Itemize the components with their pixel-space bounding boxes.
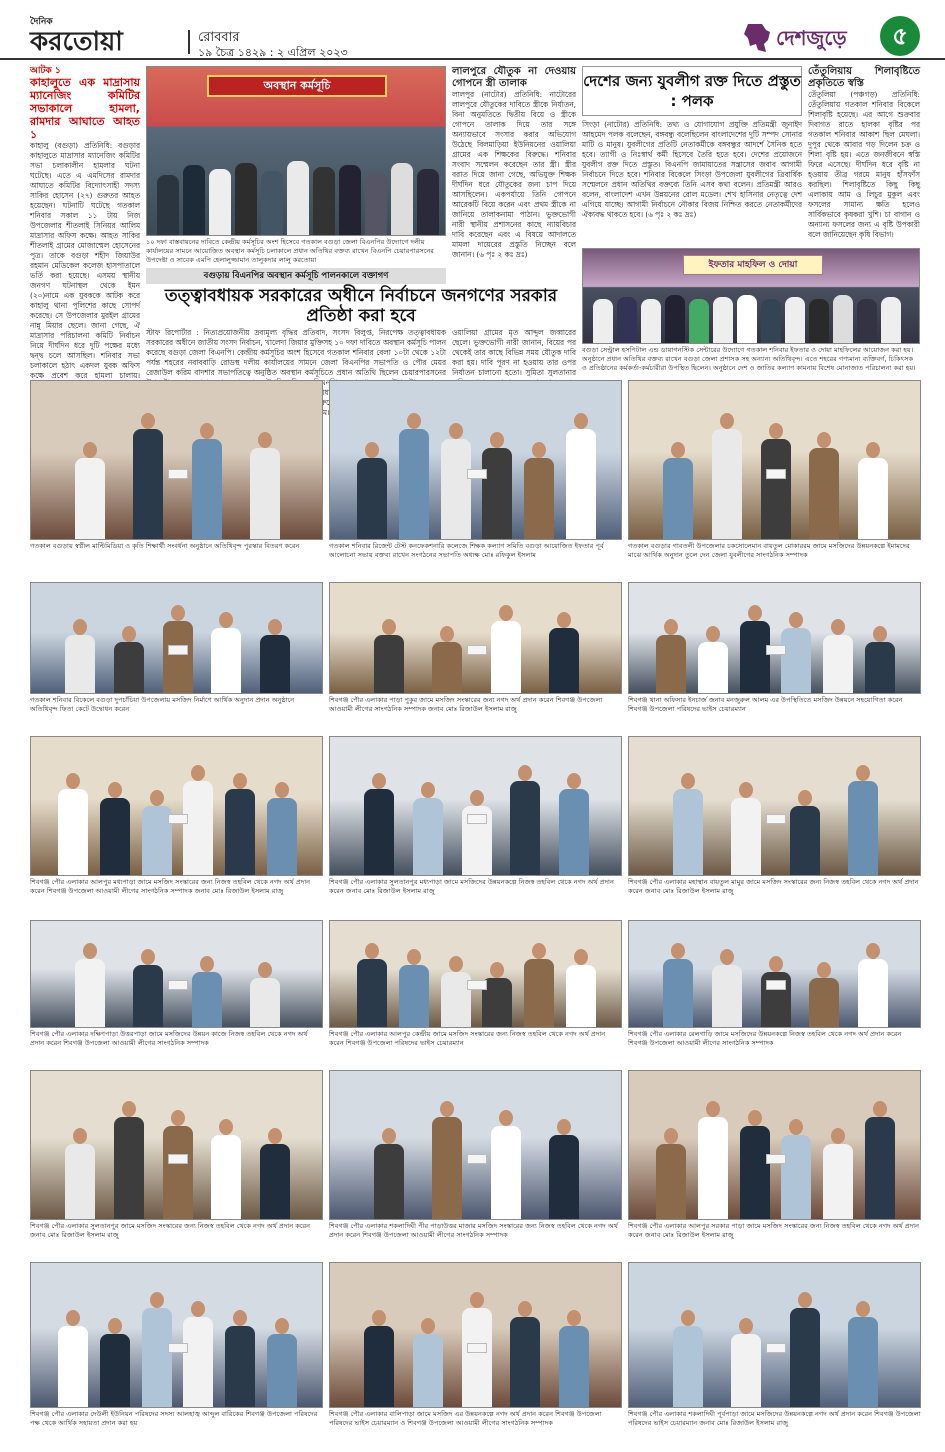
palak-headline: দেশের জন্য যুবলীগ রক্ত দিতে প্রস্তুত : পলক: [582, 66, 802, 116]
person-figure: [183, 781, 213, 875]
grid-photo-caption: শিবগঞ্জ পৌর এলাকার সুলতানপুর জামে মসজিদ সংস্কারের জন্য নিজস্ব তহবিল থেকে নগদ অর্থ প্রদান করেন জনাব মোঃ রিজাউল ইসলাম রাজু: [30, 1222, 311, 1239]
person-figure: [432, 642, 462, 693]
donation-envelope: [467, 469, 487, 479]
person-head: [108, 1318, 122, 1334]
person-figure: [865, 1117, 895, 1219]
person-figure: [559, 1326, 589, 1407]
person-head: [200, 956, 214, 972]
person-figure: [413, 798, 443, 875]
person-head: [141, 413, 155, 429]
grid-photo: [329, 736, 622, 876]
person-head: [574, 949, 588, 965]
person-figure: [823, 1144, 853, 1219]
donation-envelope: [766, 814, 786, 824]
main-story-body: স্টাফ রিপোর্টার : নিত্যপ্রয়োজনীয় দ্রব্যমূল্য বৃদ্ধির প্রতিবাদ, সংসদ বিলুপ্ত, নিরপেক্ষ তত্ত্বাবধায়ক সরকারের অধীনে জাতীয় সংসদ নির্বাচন, খালেদা জিয়ার মুক্তিসহ ১০ দফা দাবিতে অবস্থান কর্মসূচি পালন করেছে বগুড়া জেলা বিএনপি। কেন্দ্রীয় কর্মসূচির অংশ হিসেবে গতকাল শনিবার বেলা ১০টা থেকে ১২টা পর্যন্ত শহরের নবাববাড়ি রোডস্থ দলীয় কার্যালয়ের সামনে জেলা বিএনপির সভাপতি ও পৌর মেয়র রেজাউল করিম বাদশার সভাপতিত্বে অনুষ্ঠিত অবস্থান কর্মসূচিতে প্রধান অতিথি ছিলেন চেয়ারপারসনের বিএনপির সাধারণ: [146, 328, 446, 397]
person-figure: [133, 965, 163, 1027]
person-head: [83, 943, 97, 959]
person-figure: [673, 789, 703, 875]
grid-photo: [30, 920, 323, 1028]
person-head: [748, 1110, 762, 1126]
person-head: [789, 1119, 803, 1135]
person-figure: [211, 1135, 241, 1219]
person-head: [200, 423, 214, 439]
grid-photo-caption: গতকাল শনিবার রিজেন্ট টেস্ট কনফেকশনারি কলেজে শিক্ষক কল্যাণ সমিতি বগুড়া আয়োজিত ইফতার পূর্ব আলোচনা সভায় বক্তব্য রাখেন সংগঠনের সভাপতি অধ্যক্ষ মোঃ রফিকুল ইসলাম: [329, 542, 604, 559]
grid-photo-caption: শিবগঞ্জ পৌর এলাকার পাড়া পুকুর জামে মসজিদ সংস্কারের জন্য নগদ অর্থ প্রদান করেন শিবগঞ্জ উপজেলা আওয়ামী লীগের সাংগঠনিক সম্পাদক জনাব মোঃ রিজাউল ইসলাম রাজু: [329, 696, 603, 713]
person-figure: [731, 798, 761, 875]
masthead: [0, 0, 945, 60]
person-head: [567, 1310, 581, 1326]
person-head: [532, 442, 546, 458]
person-head: [866, 442, 880, 458]
person-figure: [142, 1308, 172, 1407]
person-figure: [559, 789, 589, 875]
grid-photo: [30, 1262, 323, 1408]
person-figure: [357, 959, 387, 1027]
person-figure: [731, 1334, 761, 1407]
person-figure: [58, 1326, 88, 1407]
person-figure: [374, 635, 404, 693]
grid-photo-caption: শিবগঞ্জ পৌর এলাকার সুলতানপুর মধ্যপাড়া জামে মসজিদের উন্নয়নকল্পে নিজস্ব তহবিল থেকে নগদ অর্থ প্রদান করেন জনাব মোঃ রিজাউল ইসলাম রাজু: [329, 878, 614, 895]
person-figure: [663, 959, 693, 1027]
donation-envelope: [766, 1154, 786, 1164]
donation-envelope: [168, 814, 188, 824]
person-head: [664, 619, 678, 635]
person-head: [150, 1292, 164, 1308]
person-figure: [65, 1144, 95, 1219]
person-figure: [712, 965, 742, 1027]
person-head: [440, 1101, 454, 1117]
grid-photo-caption: শিবগঞ্জ থানা অফিসার ইনচার্জ জনাব মনজুরুল আলম এর উপস্থিতিতে মসজিদ উন্নয়নে সহযোগিতা করেন শিবগঞ্জ উপজেলা পরিষদের ভাইস চেয়ারম্যান: [628, 696, 903, 713]
person-head: [866, 943, 880, 959]
person-head: [681, 773, 695, 789]
person-head: [122, 626, 136, 642]
person-head: [557, 612, 571, 628]
person-figure: [858, 458, 888, 539]
donation-envelope: [766, 645, 786, 655]
bangladesh-map-icon: [742, 22, 772, 54]
person-head: [798, 1292, 812, 1308]
person-figure: [260, 635, 290, 693]
person-head: [873, 626, 887, 642]
person-head: [268, 619, 282, 635]
person-figure: [549, 628, 579, 693]
person-figure: [114, 642, 144, 693]
person-figure: [250, 978, 280, 1027]
person-figure: [566, 965, 596, 1027]
person-head: [233, 1310, 247, 1326]
person-head: [449, 423, 463, 439]
person-head: [739, 782, 753, 798]
person-figure: [75, 959, 105, 1027]
logo-small-text: দৈনিক: [30, 17, 53, 27]
person-head: [421, 1318, 435, 1334]
bnp-photo-caption: ১০ দফা বাস্তবায়নের দাবিতে কেন্দ্রীয় কর্মসূচির অংশ হিসেবে গতকাল বগুড়া জেলা বিএনপির উদ্যোগে দলীয় কার্যালয়ের সামনে আয়োজিত অবস্থান কর্মসূচি চলাকালে প্রধান অতিথির বক্তব্য রাখেন বিএনপি চেয়ারপারসনের উপদেষ্টা ও সাবেক এমপি হেলালুজ্জামান তালুকদার লালু করতোয়া: [146, 238, 434, 264]
grid-photo-caption: শিবগঞ্জ পৌর এলাকার দেউলী ইউনিয়ন পরিষদের সদস্য আলহাজ্ব আব্দুল বারিকের শিবগঞ্জ উপজেলা পরিষদের পক্ষ থেকে আর্থিক সহায়তা প্রদান করা হয়: [30, 1410, 318, 1427]
donation-envelope: [766, 1343, 786, 1353]
person-head: [219, 612, 233, 628]
person-figure: [698, 642, 728, 693]
donation-envelope: [467, 980, 487, 990]
person-figure: [790, 1308, 820, 1407]
grid-photo: [329, 1262, 622, 1408]
person-figure: [192, 972, 222, 1027]
tetulia-story: [808, 66, 920, 244]
person-head: [275, 1318, 289, 1334]
person-head: [440, 626, 454, 642]
person-figure: [491, 621, 521, 693]
person-figure: [75, 458, 105, 539]
person-head: [73, 1128, 87, 1144]
person-figure: [740, 621, 770, 693]
tetulia-body: তেঁতুলিয়া (পঞ্চগড়) প্রতিনিধি: তেঁতুলিয়ায় গতকাল শনিবার বিকেলে শিলাবৃষ্টি হয়েছে। এর আগে শুক্রবার দিবাগত রাতে হালকা বৃষ্টির পর গতকাল শনিবার আকাশ ছিল মেঘলা। দুপুর থেকে আবার গড় দিলেন চক্র ও শিলা বৃষ্টি হয়। এতে জনজীবনে স্বস্তি ফিরে এসেছে। দীর্ঘদিন ধরে বৃষ্টি না হওয়ায় তীব্র গরমে মানুষ হাঁসফাঁস করছিল। শিলাবৃষ্টিতে কিছু কিছু এলাকায় আম ও লিচুর মুকুল এবং ফসলের সামান্য ক্ষতি হলেও সার্বিকভাবে কৃষকরা খুশি। চা বাগান ও অন্যান্য ফসলের জন্য এ বৃষ্টি উপকারী বলে জানিয়েছেন কৃষি বিভাগ।: [808, 90, 920, 239]
person-figure: [413, 1334, 443, 1407]
grid-photo-caption: শিবগঞ্জ পৌর এলাকার আলপুর কেন্দ্রীয় জামে মসজিদ সংস্কারের জন্য নিজস্ব তহবিল থেকে নগদ অর্থ প্রদান করেন শিবগঞ্জ উপজেলা পরিষদের ভাইস চেয়ারম্যান: [329, 1030, 606, 1047]
person-head: [532, 943, 546, 959]
person-figure: [65, 635, 95, 693]
grid-photo-caption: গতকাল বগুড়ায় স্বপ্নীল মাল্টিমিডিয়া ও কৃতি শিক্ষার্থী সংবর্ধনা অনুষ্ঠানে অতিথিবৃন্দ পুরস্কার বিতরণ করেন: [30, 542, 300, 550]
person-figure: [809, 448, 839, 539]
palak-body: সিংড়া (নাটোর) প্রতিনিধি: তথ্য ও যোগাযোগ প্রযুক্তি প্রতিমন্ত্রী জুনাইদ আহমেদ পলক বলেছেন, বঙ্গবন্ধু বলেছিলেন বাংলাদেশের দুটি সম্পদ সোনার মাটি ও মানুষ। যুবলীগের প্রতিটি নেতাকর্মীকে বঙ্গবন্ধুর আদর্শে সৈনিক হতে হবে। ত্যাগী ও নিঃস্বার্থ কর্মী হিসেবে তৈরি হতে হবে। দেশের প্রয়োজনে যুবলীগ রক্ত দিতে প্রস্তুত। বিএনপি জামায়াতের সন্ত্রাসের জবাব আগামী নির্বাচনে দিতে হবে। শনিবার বিকেলে সিংড়া উপজেলা যুবলীগের ত্রিবার্ষিক সম্মেলনে প্রধান অতিথির বক্তব্যে তিনি এসব কথা বলেন। প্রতিমন্ত্রী আরও বলেন, বাংলাদেশ এখন উন্নয়নের রোল মডেল। শেখ হাসিনার নেতৃত্বে দেশ এগিয়ে যাচ্ছে। আগামী নির্বাচনে নৌকার বিজয় নিশ্চিত করতে নেতাকর্মীদের ঐক্যবদ্ধ থাকতে হবে। (৬ পৃঃ ২ কঃ দ্রঃ): [582, 120, 802, 219]
lalpur-body: লালপুর (নাটোর) প্রতিনিধি: নাটোরের লালপুরে যৌতুকের দাবিতে স্ত্রীকে নির্যাতন, বিনা অনুমতিতে দ্বিতীয় বিয়ে ও স্ত্রীকে গোপনে তালাক দিয়ে তার সঙ্গে অন্যায়ভাবে সংসার করার অভিযোগ উঠেছে বিলমাড়িয়া ইউনিয়নের ওয়ালিয়া গ্রামের এক শিক্ষকের বিরুদ্ধে। শনিবার সংবাদ সম্মেলন করেছেন তার স্ত্রী। স্ত্রীর বরাত দিয়ে জানা গেছে, অভিযুক্ত শিক্ষক দীর্ঘদিন ধরে যৌতুকের জন্য চাপ দিয়ে আসছিলেন। একপর্যায়ে তিনি গোপনে আরেকটি বিয়ে করেন এবং প্রথম স্ত্রীকে না জানিয়ে তালাকনামা পাঠান। ভুক্তভোগী নারী স্থানীয় প্রশাসনের কাছে ন্যায়বিচার দাবি করেছেন এবং এ বিষয়ে আদালতে মামলা দায়েরের প্রস্তুতি নিচ্ছেন বলে জানান। (৬ পৃঃ ২ কঃ দ্রঃ): [452, 90, 576, 259]
person-figure: [848, 781, 878, 875]
person-figure: [761, 439, 791, 539]
person-figure: [491, 1126, 521, 1219]
person-head: [233, 773, 247, 789]
person-head: [150, 790, 164, 806]
person-head: [706, 1101, 720, 1117]
person-figure: [399, 429, 429, 539]
person-head: [258, 962, 272, 978]
person-figure: [260, 1144, 290, 1219]
person-head: [817, 432, 831, 448]
iftar-caption: বগুড়া সেন্ট্রাল হসপিটাল এন্ড ডায়াগনস্টিক সেন্টারের উদ্যোগে গতকাল শনিবার ইফতার ও দোয়া মাহফিলের আয়োজন করা হয়। অনুষ্ঠানে প্রধান অতিথির বক্তব্য রাখেন বগুড়া জেলা প্রশাসক সহ অন্যান্য অতিথিবৃন্দ। এতে শহরের গণ্যমান্য ব্যক্তিবর্গ, চিকিৎসক ও প্রতিষ্ঠানের কর্মকর্তা-কর্মচারীরা উপস্থিত ছিলেন। অনুষ্ঠানে দেশ ও জাতির কল্যাণ কামনায় বিশেষ মোনাজাত পরিচালনা করা হয়।: [582, 346, 916, 372]
grid-photo: [30, 582, 323, 694]
donation-envelope: [766, 980, 786, 990]
person-head: [671, 442, 685, 458]
person-figure: [100, 798, 130, 875]
person-figure: [267, 798, 297, 875]
person-figure: [510, 1317, 540, 1407]
grid-photo-caption: শিবগঞ্জ পৌর এলাকার শকলাদিঘী পূর্বপাড়া জামে মসজিদের উন্নয়নকল্পে নগদ অর্থ প্রদান করেন শিবগঞ্জ উপজেলা পরিষদের ভাইস চেয়ারম্যান জনাব মোঃ রিজাউল ইসলাম রাজু: [628, 1410, 921, 1427]
person-head: [66, 773, 80, 789]
person-head: [490, 432, 504, 448]
person-figure: [357, 458, 387, 539]
person-head: [856, 1301, 870, 1317]
person-head: [421, 782, 435, 798]
person-figure: [698, 1117, 728, 1219]
person-figure: [267, 1334, 297, 1407]
grid-photo: [329, 1070, 622, 1220]
issue-day: রোববার: [198, 30, 240, 45]
grid-photo: [329, 920, 622, 1028]
tetulia-headline: তেঁতুলিয়ায় শিলাবৃষ্টিতে প্রকৃতিতে স্বস্তি: [808, 66, 920, 89]
person-head: [706, 626, 720, 642]
person-figure: [663, 458, 693, 539]
person-figure: [549, 1135, 579, 1219]
person-head: [372, 1310, 386, 1326]
bnp-program-photo: [146, 66, 446, 236]
donation-envelope: [168, 980, 188, 990]
person-figure: [399, 965, 429, 1027]
person-figure: [809, 978, 839, 1027]
person-figure: [712, 429, 742, 539]
person-figure: [510, 781, 540, 875]
person-figure: [781, 628, 811, 693]
person-head: [171, 1110, 185, 1126]
person-figure: [656, 635, 686, 693]
person-head: [817, 962, 831, 978]
person-head: [382, 619, 396, 635]
person-head: [73, 619, 87, 635]
grid-photo: [628, 380, 921, 540]
donation-envelope: [168, 1154, 188, 1164]
person-head: [557, 1119, 571, 1135]
person-figure: [163, 1126, 193, 1219]
grid-photo: [628, 736, 921, 876]
person-figure: [364, 789, 394, 875]
person-head: [470, 790, 484, 806]
person-figure: [656, 1144, 686, 1219]
person-figure: [673, 1326, 703, 1407]
person-figure: [192, 439, 222, 539]
section-header: [742, 22, 870, 54]
person-head: [122, 1101, 136, 1117]
person-head: [365, 943, 379, 959]
person-head: [518, 765, 532, 781]
person-head: [856, 765, 870, 781]
person-head: [499, 605, 513, 621]
banner-text: অবস্থান কর্মসূচি: [207, 75, 387, 97]
grid-photo: [628, 582, 921, 694]
person-figure: [482, 448, 512, 539]
person-figure: [524, 458, 554, 539]
grid-photo-caption: গতকাল বগুড়ার গাবতলী উপজেলার চকসোলেমান বায়তুল মোকাররম জামে মসজিদের উন্নয়নকল্পে ইমামদের মাঝে আর্থিক অনুদান তুলে দেন জেলা যুবলীগের সাংগঠনিক সম্পাদক: [628, 542, 910, 559]
person-head: [789, 612, 803, 628]
person-head: [449, 956, 463, 972]
person-figure: [432, 1117, 462, 1219]
person-figure: [364, 1326, 394, 1407]
person-head: [490, 962, 504, 978]
donation-envelope: [467, 645, 487, 655]
divider: [188, 30, 190, 54]
person-head: [83, 442, 97, 458]
person-head: [258, 432, 272, 448]
person-head: [470, 1292, 484, 1308]
person-head: [574, 413, 588, 429]
person-figure: [790, 806, 820, 875]
person-head: [831, 619, 845, 635]
grid-photo: [30, 736, 323, 876]
person-head: [275, 782, 289, 798]
person-figure: [250, 448, 280, 539]
person-figure: [133, 429, 163, 539]
person-head: [499, 1110, 513, 1126]
grid-photo-caption: শিবগঞ্জ পৌর এলাকার দক্ষিণপাড়া উত্তরপাড়া জামে মসজিদের উন্নয়ন কাজে নিজস্ব তহবিল থেকে নগদ অর্থ প্রদান করেন শিবগঞ্জ উপজেলা আওয়ামী লীগের সাংগঠনিক সম্পাদক: [30, 1030, 308, 1047]
donation-envelope: [168, 1343, 188, 1353]
person-head: [191, 1301, 205, 1317]
person-figure: [462, 1308, 492, 1407]
logo-name: করতোয়া: [30, 27, 123, 57]
person-head: [108, 782, 122, 798]
person-head: [739, 1318, 753, 1334]
grid-photo: [30, 380, 323, 540]
person-figure: [163, 621, 193, 693]
person-head: [191, 765, 205, 781]
left-story-headline: কাহালুতে এক মাদ্রাসায় ম্যানেজিং কমিটির সভাকালে হামলা, রামদার আঘাতে আহত ১: [30, 76, 140, 141]
donation-envelope: [467, 1343, 487, 1353]
person-figure: [524, 959, 554, 1027]
person-figure: [740, 1126, 770, 1219]
main-story-headline: তত্ত্বাবধায়ক সরকারের অধীনে নির্বাচনে জনগণের সরকার প্রতিষ্ঠা করা হবে: [164, 286, 558, 326]
grid-photo-caption: শিবগঞ্জ পৌর এলাকার রেলগাড়ি জামে মসজিদের উন্নয়নকল্পে নিজস্ব তহবিল থেকে নগদ অর্থ প্রদান করেন শিবগঞ্জ উপজেলা আওয়ামী লীগের সাংগঠনিক সম্পাদক: [628, 1030, 902, 1047]
grid-photo-caption: গতকাল শনিবার বিকেলে বগুড়া দুপচাঁচিয়া উপজেলায় মসজিদ নির্মাণে আর্থিক অনুদান প্রদান অনুষ্ঠানে অতিথিবৃন্দ ফিতা কেটে উদ্বোধন করেন: [30, 696, 295, 713]
person-figure: [566, 429, 596, 539]
person-head: [382, 1128, 396, 1144]
grid-photo-caption: শিবগঞ্জ পৌর এলাকার আলপুর সরকার পাড়া জামে মসজিদ সংস্কারের জন্য নিজস্ব তহবিল থেকে নগদ অর্থ প্রদান করেন জনাব মোঃ রিজাউল ইসলাম রাজু: [628, 1222, 920, 1239]
newspaper-logo: [30, 14, 123, 55]
grid-photo-caption: শিবগঞ্জ পৌর এলাকার শকলাদিঘী পীর পাড়াউত্তর মাজার মসজিদ সংস্কারের জন্য নিজস্ব তহবিল থেকে নগদ অর্থ প্রদান করেন শিবগঞ্জ উপজেলা আওয়ামী লীগের সাংগঠনিক সম্পাদক: [329, 1222, 618, 1239]
person-figure: [374, 1144, 404, 1219]
grid-photo: [30, 1070, 323, 1220]
donation-envelope: [766, 469, 786, 479]
grid-photo: [329, 380, 622, 540]
person-head: [365, 442, 379, 458]
person-figure: [858, 959, 888, 1027]
person-head: [798, 790, 812, 806]
grid-photo: [329, 582, 622, 694]
person-figure: [781, 1135, 811, 1219]
grid-photo: [628, 1262, 921, 1408]
person-head: [748, 605, 762, 621]
person-figure: [225, 789, 255, 875]
person-head: [769, 423, 783, 439]
person-figure: [441, 439, 471, 539]
person-head: [372, 773, 386, 789]
person-head: [141, 949, 155, 965]
iftar-banner: ইফতার মাহফিল ও দোয়া: [683, 255, 823, 275]
donation-envelope: [168, 645, 188, 655]
left-story-body: কাহালু (বগুড়া) প্রতিনিধি: বগুড়ার কাহালুতে মাদ্রাসার ম্যানেজিং কমিটির সভা চলাকালীন হামলার ঘটনা ঘটেছে। এতে এ এমদিসের রামদার আঘাতে কমিটির বিদ্যোৎসাহী সদস্য সাকির হোসেন (২৭) গুরুতর আহত হয়েছেন। ঘটনাটি ঘটেছে গতকাল শনিবার সকাল ১১ টায় নিজ উপজেলার শীতলাই সিনিয়র আলিম মাদ্রাসার অফিস কক্ষে। আহত সাকির শীতলাই গ্রামের মোজাম্মেল হোসেনের পুত্র। তাকে বগুড়া শহীদ জিয়াউর রহমান মেডিকেল কলেজ হাসপাতালে ভর্তি করা হয়েছে। এসময় স্থানীয় জনগণ ঘটনাস্থল থেকে ইমন (২০)নামে এক যুবককে আটক করে কাহালু থানা পুলিশের কাছে সোপর্দ করেছে। সে উপজেলার মুরইল গ্রামের নান্নু মিয়ার ছেলে। জানা গেছে, ঐ মাদ্রাসার পরিচালনা কমিটি নির্বাচন নিয়ে দীর্ঘদিন ধরে দুটি পক্ষের মধ্যে দ্বন্দ্ব চলে আসছিল। শনিবার সভা চলাকালে হঠাৎ একদল যুবক অফিস কক্ষে প্রবেশ করে হামলা চালায়।: [30, 141, 140, 380]
person-head: [720, 413, 734, 429]
person-head: [219, 1119, 233, 1135]
grid-photo: [628, 1070, 921, 1220]
lalpur-continued: ওয়ালিয়া গ্রামের মৃত আব্দুল জব্বারের ছেলে। ভুক্তভোগী নারী জানান, বিয়ের পর থেকেই তার কাছে বিভিন্ন সময় যৌতুক দাবি করা হয়। দাবি পূরণ না হওয়ায় তার ওপর নির্যাতন চালানো হতো। সুমিতা সুলতানার: [452, 328, 576, 377]
person-head: [720, 949, 734, 965]
person-head: [873, 1101, 887, 1117]
main-story-subtitle: বগুড়ায় বিএনপির অবস্থান কর্মসূচি পালনকালে বক্তাগণ: [146, 268, 446, 284]
person-head: [407, 949, 421, 965]
person-figure: [865, 642, 895, 693]
iftar-photo: [582, 248, 920, 344]
lalpur-headline: লালপুরে যৌতুক না দেওয়ায় গোপনে স্ত্রী তালাক: [452, 66, 576, 89]
person-head: [518, 1301, 532, 1317]
person-figure: [58, 789, 88, 875]
person-figure: [211, 628, 241, 693]
donation-envelope: [467, 1154, 487, 1164]
grid-photo-caption: শিবগঞ্জ পৌর এলাকার বালিপাড়া জামে মসজিদ এর উন্নয়নকল্পে নগদ অর্থ প্রদান করেন শিবগঞ্জ উপজেলা পরিষদের ভাইস চেয়ারম্যান ও শিবগঞ্জ উপজেলা আওয়ামী লীগের সাংগঠনিক সম্পাদক: [329, 1410, 602, 1427]
person-head: [671, 943, 685, 959]
person-head: [769, 956, 783, 972]
donation-envelope: [168, 469, 188, 479]
person-figure: [183, 1317, 213, 1407]
left-story-kicker: আটক ১: [30, 66, 61, 76]
person-figure: [848, 1317, 878, 1407]
person-head: [66, 1310, 80, 1326]
grid-photo: [628, 920, 921, 1028]
section-title: দেশজুড়ে: [776, 26, 847, 50]
page-number: ৫: [880, 16, 920, 56]
person-figure: [114, 1117, 144, 1219]
person-head: [664, 1128, 678, 1144]
person-head: [567, 773, 581, 789]
person-head: [171, 605, 185, 621]
person-figure: [100, 1334, 130, 1407]
person-head: [831, 1128, 845, 1144]
person-figure: [823, 635, 853, 693]
person-figure: [225, 1326, 255, 1407]
grid-photo-caption: শিবগঞ্জ পৌর এলাকার আলপুর মধ্যপাড়া জামে মসজিদ সংস্কারের জন্য নিজস্ব তহবিল থেকে নগদ অর্থ প্রদান করেন শিবগঞ্জ উপজেলা আওয়ামী লীগের সাংগঠনিক সম্পাদক জনাব মোঃ রিজাউল ইসলাম রাজু: [30, 878, 311, 895]
person-head: [268, 1128, 282, 1144]
grid-photo-caption: শিবগঞ্জ পৌর এলাকার মহাস্থান বায়তুল মামুর জামে মসজিদ সংস্কারের জন্য নিজস্ব তহবিল থেকে নগদ অর্থ প্রদান করেন জনাব মোঃ রিজাউল ইসলাম রাজু: [628, 878, 919, 895]
issue-date: ১৯ চৈত্র ১৪২৯ : ২ এপ্রিল ২০২৩: [198, 46, 348, 59]
person-head: [407, 413, 421, 429]
person-head: [681, 1310, 695, 1326]
donation-envelope: [467, 814, 487, 824]
